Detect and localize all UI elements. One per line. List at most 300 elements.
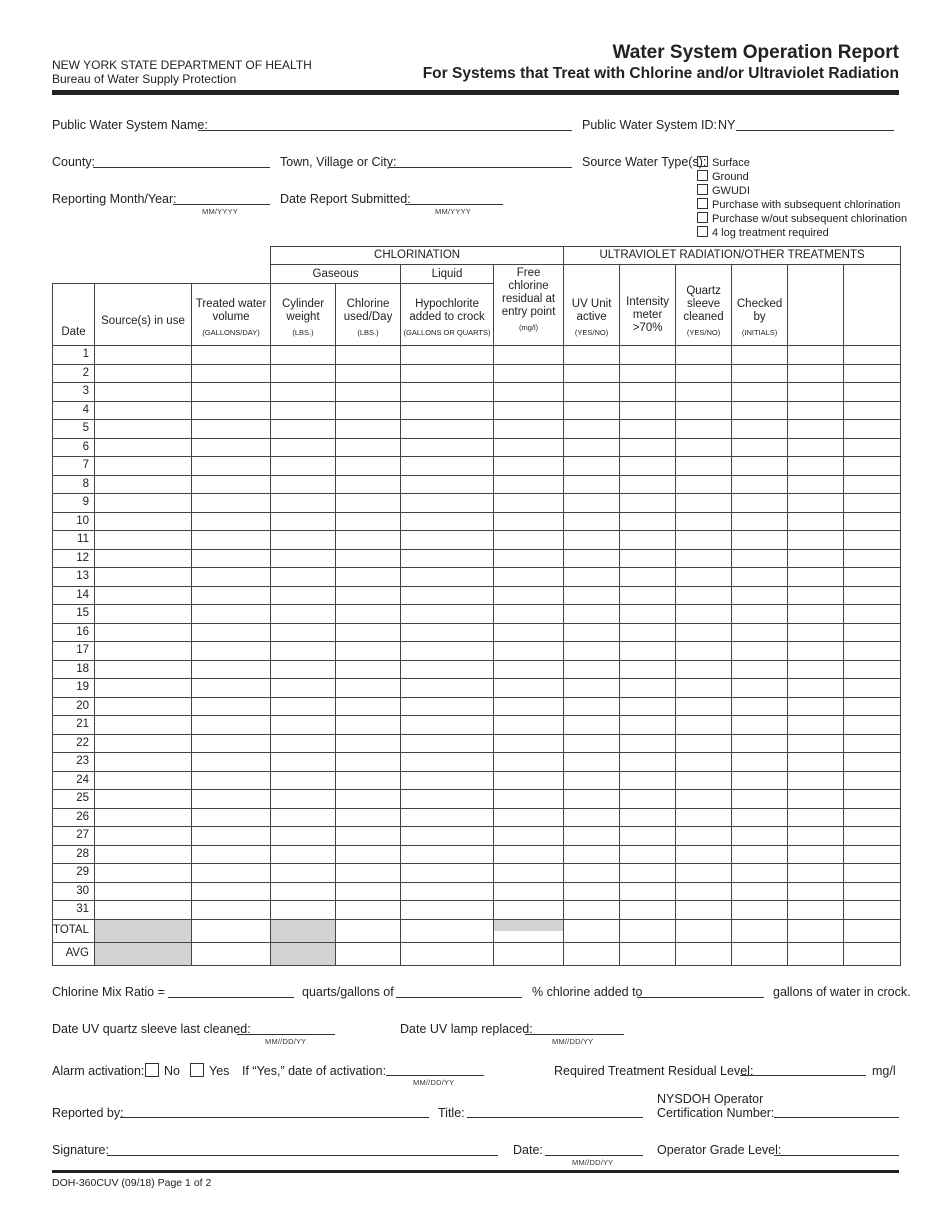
table-cell[interactable] [192,475,271,494]
table-cell[interactable] [676,882,732,901]
table-cell[interactable] [192,827,271,846]
table-cell[interactable] [271,605,336,624]
table-cell[interactable] [676,660,732,679]
table-cell[interactable] [564,864,620,883]
table-cell[interactable] [95,605,192,624]
table-cell[interactable] [788,697,844,716]
table-cell[interactable] [95,549,192,568]
table-cell[interactable] [494,512,564,531]
table-cell[interactable] [401,605,494,624]
table-cell[interactable] [192,642,271,661]
table-cell[interactable] [192,734,271,753]
table-cell[interactable] [401,845,494,864]
table-cell[interactable] [732,568,788,587]
table-cell[interactable] [844,364,901,383]
table-cell[interactable] [620,475,676,494]
table-cell[interactable] [95,827,192,846]
table-cell[interactable] [564,512,620,531]
table-cell[interactable] [271,771,336,790]
table-cell[interactable] [564,642,620,661]
table-cell[interactable] [788,623,844,642]
checkbox-icon[interactable] [697,156,708,167]
table-cell[interactable] [676,401,732,420]
table-cell[interactable] [401,753,494,772]
table-cell[interactable] [732,697,788,716]
table-cell[interactable] [788,346,844,365]
table-cell[interactable] [494,549,564,568]
table-cell[interactable] [788,494,844,513]
table-cell[interactable] [494,642,564,661]
table-cell[interactable] [564,697,620,716]
table-cell[interactable] [95,716,192,735]
table-cell[interactable] [676,568,732,587]
table-cell[interactable] [192,364,271,383]
table-cell[interactable] [676,771,732,790]
table-cell[interactable] [95,790,192,809]
table-cell[interactable] [788,586,844,605]
source-option-ground[interactable]: Ground [697,170,907,184]
table-cell[interactable] [620,845,676,864]
table-cell[interactable] [844,808,901,827]
table-cell[interactable] [620,383,676,402]
table-cell[interactable] [271,716,336,735]
table-cell[interactable] [271,568,336,587]
table-cell[interactable] [844,549,901,568]
table-cell[interactable] [401,642,494,661]
table-cell[interactable] [564,808,620,827]
table-cell[interactable] [401,457,494,476]
table-cell[interactable] [271,475,336,494]
table-cell[interactable] [494,623,564,642]
table-cell[interactable] [336,790,401,809]
table-cell[interactable] [732,679,788,698]
table-cell[interactable] [271,845,336,864]
alarm-date-field[interactable] [386,1075,484,1076]
table-cell[interactable] [564,586,620,605]
table-cell[interactable] [732,901,788,920]
table-cell[interactable] [95,679,192,698]
table-cell[interactable] [192,864,271,883]
table-cell[interactable] [844,827,901,846]
table-cell[interactable] [494,568,564,587]
table-cell[interactable] [564,568,620,587]
table-cell[interactable] [271,901,336,920]
table-cell[interactable] [271,790,336,809]
table-cell[interactable] [732,586,788,605]
source-option-purchase-with[interactable]: Purchase with subsequent chlorination [697,198,907,212]
table-cell[interactable] [788,716,844,735]
table-cell[interactable] [732,771,788,790]
table-cell[interactable] [620,790,676,809]
table-cell[interactable] [844,586,901,605]
table-cell[interactable] [564,346,620,365]
table-cell[interactable] [336,679,401,698]
table-cell[interactable] [336,642,401,661]
table-cell[interactable] [336,660,401,679]
table-cell[interactable] [192,882,271,901]
table-cell[interactable] [676,457,732,476]
table-cell[interactable] [788,420,844,439]
table-cell[interactable] [401,383,494,402]
table-cell[interactable] [732,549,788,568]
table-cell[interactable] [732,531,788,550]
table-cell[interactable] [336,586,401,605]
table-cell[interactable] [494,660,564,679]
table-cell[interactable] [271,531,336,550]
table-cell[interactable] [732,623,788,642]
table-cell[interactable] [192,808,271,827]
table-cell[interactable] [676,549,732,568]
table-cell[interactable] [620,716,676,735]
date-field[interactable] [545,1155,643,1156]
table-cell[interactable] [401,568,494,587]
table-cell[interactable] [788,753,844,772]
table-cell[interactable] [192,901,271,920]
table-cell[interactable] [788,512,844,531]
table-cell[interactable] [788,864,844,883]
residual-field[interactable] [740,1075,866,1076]
table-cell[interactable] [676,383,732,402]
table-cell[interactable] [676,475,732,494]
table-cell[interactable] [620,882,676,901]
table-cell[interactable] [95,697,192,716]
table-cell[interactable] [494,901,564,920]
table-cell[interactable] [732,605,788,624]
table-cell[interactable] [271,734,336,753]
table-cell[interactable] [271,549,336,568]
table-cell[interactable] [788,549,844,568]
table-cell[interactable] [336,734,401,753]
table-cell[interactable] [494,864,564,883]
table-cell[interactable] [676,642,732,661]
table-cell[interactable] [494,438,564,457]
table-cell[interactable] [732,364,788,383]
source-option-4log[interactable]: 4 log treatment required [697,226,907,240]
table-cell[interactable] [844,845,901,864]
table-cell[interactable] [844,568,901,587]
table-cell[interactable] [676,364,732,383]
checkbox-icon[interactable] [697,184,708,195]
table-cell[interactable] [844,864,901,883]
table-cell[interactable] [95,771,192,790]
table-cell[interactable] [676,827,732,846]
table-cell[interactable] [564,420,620,439]
table-cell[interactable] [494,882,564,901]
table-cell[interactable] [788,438,844,457]
table-cell[interactable] [192,568,271,587]
table-cell[interactable] [564,827,620,846]
table-cell[interactable] [271,642,336,661]
table-cell[interactable] [271,420,336,439]
checkbox-icon[interactable] [190,1063,204,1077]
table-cell[interactable] [95,660,192,679]
table-cell[interactable] [676,605,732,624]
table-cell[interactable] [494,605,564,624]
table-cell[interactable] [401,734,494,753]
town-field[interactable] [390,167,572,168]
table-cell[interactable] [732,475,788,494]
alarm-yes-option[interactable]: Yes [190,1063,229,1078]
table-cell[interactable] [192,383,271,402]
table-cell[interactable] [95,864,192,883]
table-cell[interactable] [192,790,271,809]
table-cell[interactable] [676,420,732,439]
uv-lamp-field[interactable] [525,1034,624,1035]
table-cell[interactable] [620,808,676,827]
table-cell[interactable] [620,697,676,716]
table-cell[interactable] [271,660,336,679]
grade-field[interactable] [774,1155,899,1156]
table-cell[interactable] [620,494,676,513]
table-cell[interactable] [336,845,401,864]
source-option-gwudi[interactable]: GWUDI [697,184,907,198]
table-cell[interactable] [620,512,676,531]
table-cell[interactable] [336,697,401,716]
table-cell[interactable] [844,401,901,420]
table-cell[interactable] [401,512,494,531]
table-cell[interactable] [564,549,620,568]
table-cell[interactable] [271,364,336,383]
table-cell[interactable] [336,623,401,642]
table-cell[interactable] [192,494,271,513]
table-cell[interactable] [788,882,844,901]
mix-gallons-field[interactable] [396,997,522,998]
table-cell[interactable] [192,438,271,457]
table-cell[interactable] [401,420,494,439]
table-cell[interactable] [620,346,676,365]
table-cell[interactable] [336,753,401,772]
table-cell[interactable] [676,531,732,550]
table-cell[interactable] [844,438,901,457]
table-cell[interactable] [95,845,192,864]
table-cell[interactable] [95,586,192,605]
table-cell[interactable] [620,660,676,679]
table-cell[interactable] [564,531,620,550]
table-cell[interactable] [844,790,901,809]
table-cell[interactable] [844,346,901,365]
signature-field[interactable] [107,1155,498,1156]
table-cell[interactable] [336,568,401,587]
table-cell[interactable] [336,475,401,494]
table-cell[interactable] [732,660,788,679]
table-cell[interactable] [271,827,336,846]
table-cell[interactable] [401,623,494,642]
table-cell[interactable] [620,623,676,642]
table-cell[interactable] [564,457,620,476]
table-cell[interactable] [564,364,620,383]
table-cell[interactable] [732,753,788,772]
table-cell[interactable] [192,697,271,716]
table-cell[interactable] [271,864,336,883]
table-cell[interactable] [271,882,336,901]
table-cell[interactable] [844,697,901,716]
table-cell[interactable] [788,401,844,420]
table-cell[interactable] [620,827,676,846]
table-cell[interactable] [336,401,401,420]
table-cell[interactable] [676,679,732,698]
checkbox-icon[interactable] [697,170,708,181]
table-cell[interactable] [732,420,788,439]
table-cell[interactable] [271,753,336,772]
table-cell[interactable] [494,808,564,827]
table-cell[interactable] [788,364,844,383]
table-cell[interactable] [192,753,271,772]
system-id-field[interactable] [736,130,894,131]
table-cell[interactable] [732,864,788,883]
table-cell[interactable] [95,364,192,383]
table-cell[interactable] [494,827,564,846]
table-cell[interactable] [494,679,564,698]
table-cell[interactable] [95,753,192,772]
table-cell[interactable] [336,420,401,439]
table-cell[interactable] [788,808,844,827]
table-cell[interactable] [564,734,620,753]
checkbox-icon[interactable] [697,212,708,223]
table-cell[interactable] [844,475,901,494]
table-cell[interactable] [494,697,564,716]
table-cell[interactable] [732,457,788,476]
table-cell[interactable] [844,494,901,513]
table-cell[interactable] [494,364,564,383]
table-cell[interactable] [620,771,676,790]
table-cell[interactable] [192,531,271,550]
table-cell[interactable] [620,401,676,420]
table-cell[interactable] [401,697,494,716]
table-cell[interactable] [676,512,732,531]
table-cell[interactable] [788,531,844,550]
table-cell[interactable] [732,438,788,457]
table-cell[interactable] [844,457,901,476]
table-cell[interactable] [844,771,901,790]
table-cell[interactable] [732,346,788,365]
mix-pct-field[interactable] [637,997,764,998]
table-cell[interactable] [732,845,788,864]
table-cell[interactable] [95,346,192,365]
table-cell[interactable] [732,882,788,901]
table-cell[interactable] [732,512,788,531]
table-cell[interactable] [620,568,676,587]
table-cell[interactable] [401,438,494,457]
table-cell[interactable] [788,790,844,809]
table-cell[interactable] [401,716,494,735]
table-cell[interactable] [192,605,271,624]
table-cell[interactable] [788,642,844,661]
table-cell[interactable] [620,734,676,753]
table-cell[interactable] [676,697,732,716]
table-cell[interactable] [788,660,844,679]
table-cell[interactable] [95,401,192,420]
table-cell[interactable] [732,383,788,402]
table-cell[interactable] [844,420,901,439]
table-cell[interactable] [788,845,844,864]
table-cell[interactable] [336,716,401,735]
table-cell[interactable] [844,734,901,753]
table-cell[interactable] [336,457,401,476]
table-cell[interactable] [192,401,271,420]
table-cell[interactable] [401,808,494,827]
table-cell[interactable] [95,494,192,513]
table-cell[interactable] [494,586,564,605]
table-cell[interactable] [676,623,732,642]
table-cell[interactable] [401,790,494,809]
table-cell[interactable] [676,753,732,772]
table-cell[interactable] [620,420,676,439]
table-cell[interactable] [95,808,192,827]
table-cell[interactable] [401,660,494,679]
table-cell[interactable] [676,864,732,883]
table-cell[interactable] [192,420,271,439]
table-cell[interactable] [271,346,336,365]
table-cell[interactable] [676,716,732,735]
table-cell[interactable] [192,586,271,605]
table-cell[interactable] [494,753,564,772]
table-cell[interactable] [192,512,271,531]
table-cell[interactable] [494,401,564,420]
table-cell[interactable] [401,401,494,420]
table-cell[interactable] [494,346,564,365]
table-cell[interactable] [620,531,676,550]
table-cell[interactable] [192,660,271,679]
table-cell[interactable] [336,771,401,790]
table-cell[interactable] [336,512,401,531]
table-cell[interactable] [676,734,732,753]
table-cell[interactable] [676,494,732,513]
table-cell[interactable] [336,549,401,568]
table-cell[interactable] [336,605,401,624]
table-cell[interactable] [564,401,620,420]
reporting-month-field[interactable] [173,204,270,205]
table-cell[interactable] [620,901,676,920]
table-cell[interactable] [192,549,271,568]
table-cell[interactable] [401,679,494,698]
table-cell[interactable] [564,901,620,920]
table-cell[interactable] [788,679,844,698]
table-cell[interactable] [336,364,401,383]
checkbox-icon[interactable] [697,226,708,237]
table-cell[interactable] [732,827,788,846]
table-cell[interactable] [95,882,192,901]
table-cell[interactable] [95,438,192,457]
table-cell[interactable] [844,716,901,735]
uv-cleaned-field[interactable] [237,1034,335,1035]
table-cell[interactable] [95,457,192,476]
table-cell[interactable] [271,383,336,402]
table-cell[interactable] [620,605,676,624]
table-cell[interactable] [494,494,564,513]
table-cell[interactable] [192,346,271,365]
table-cell[interactable] [676,808,732,827]
table-cell[interactable] [336,901,401,920]
table-cell[interactable] [788,734,844,753]
table-cell[interactable] [788,457,844,476]
table-cell[interactable] [271,457,336,476]
table-cell[interactable] [844,753,901,772]
table-cell[interactable] [494,420,564,439]
table-cell[interactable] [336,808,401,827]
table-cell[interactable] [620,457,676,476]
table-cell[interactable] [95,901,192,920]
table-cell[interactable] [271,401,336,420]
table-cell[interactable] [620,438,676,457]
table-cell[interactable] [732,401,788,420]
table-cell[interactable] [676,586,732,605]
table-cell[interactable] [401,549,494,568]
table-cell[interactable] [494,734,564,753]
table-cell[interactable] [192,845,271,864]
table-cell[interactable] [494,771,564,790]
table-cell[interactable] [401,364,494,383]
table-cell[interactable] [271,512,336,531]
